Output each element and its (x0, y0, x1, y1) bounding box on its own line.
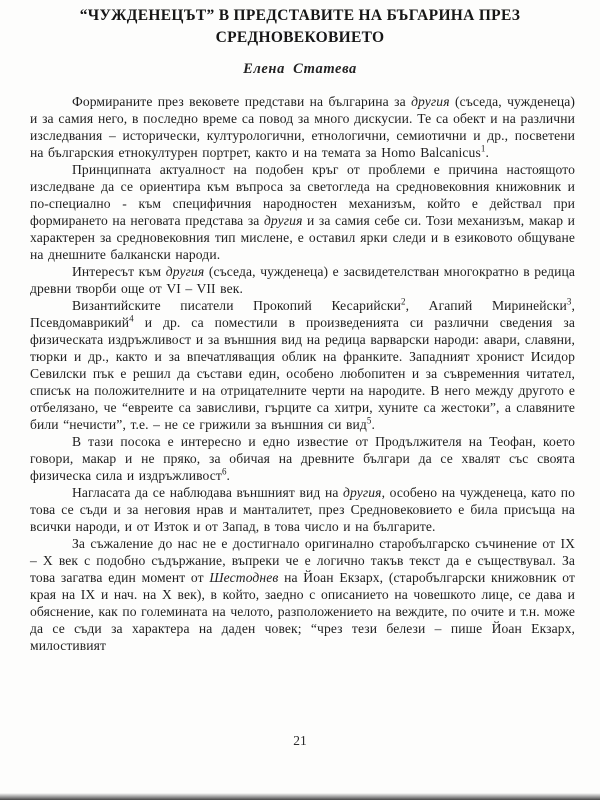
text-run: , особено на чужденеца, като по това се съди и за неговия нрав и манталитет, през Средновековието е била присъща на всички народи, и от Изток и от Запад, в това число и на българите. (30, 485, 575, 535)
paragraph (30, 484, 575, 535)
text-run: , Агапий Миринейски (405, 298, 567, 314)
page-title: “ЧУЖДЕНЕЦЪТ” В ПРЕДСТАВИТЕ НА БЪГАРИНА ПРЕЗ СРЕДНОВЕКОВИЕТО (79, 7, 521, 46)
article-body (30, 93, 575, 654)
text-run: Византийските писатели Прокопий Кесарийски (72, 298, 401, 314)
text-run: В тази посока е интересно и едно известие от Продължителя на Теофан, което говори, макар и не пряко, за обичая на древните българи да се хвалят със своята физическа сила и издръжливост (30, 434, 575, 484)
emphasized-term: другия (411, 94, 450, 110)
paragraph (30, 297, 575, 433)
page-number: 21 (293, 733, 307, 748)
author-name: Елена Статева (243, 61, 357, 78)
text-run: (съседа, чужденеца) е засвидетелстван многократно в редица древни творби още от VI – VII век. (30, 264, 576, 297)
paragraph (30, 93, 575, 161)
text-run: и за самия себе си. Този механизъм, макар и характерен за средновековния тип мислене, е оставил ярки следи и в езиковото общуване на днешните балкански народи. (30, 213, 575, 263)
paragraph (30, 535, 575, 654)
emphasized-term: другия (263, 213, 303, 229)
footnote-marker: 6 (221, 466, 227, 477)
paragraph (30, 263, 575, 297)
text-run: . (371, 417, 375, 433)
text-run: . (485, 145, 489, 161)
footnote-marker: 5 (366, 415, 372, 426)
text-run: Нагласата да се наблюдава външният вид на (72, 485, 344, 501)
text-run: , Псевдомаврикий (30, 298, 575, 331)
text-run: (съседа, чужденеца) и за самия него, в последно време са повод за много дискусии. Те са обект и на различни изследвания – исторически, културологични, етнологични, семиотични и др., посветени на българския етнокултурен портрет, както и на темата за Homo Balcanicus (30, 94, 576, 161)
footnote-marker: 2 (400, 296, 406, 307)
text-run: За съжаление до нас не е достигнало оригинално старобългарско съчинение от IX – X век с подобно съдържание, въпреки че е логично такъв текст да е съществувал. За това загатва един момент от (30, 536, 575, 586)
text-run: и др. са поместили в произведенията си различни сведения за физическата издръжливост и за външния вид на редица варварски народи: авари, славяни, тюрки и др., както и за впечатляващия облик на франките. Западният хронист Исидор Севилски пък е решил да състави един, особено любопитен и за съвременния читател, списък на положителните и на отрицателните черти на народите. В него между другото е отбелязано, че “евреите са зависливи, гърците са хитри, хуните са жестоки”, а славяните били “нечисти”, т.е. – не се грижили за външния си вид (30, 315, 575, 433)
paragraph (30, 161, 575, 263)
paragraph (30, 433, 575, 484)
footnote-marker: 4 (129, 313, 134, 324)
scan-edge-shadow (0, 793, 600, 800)
emphasized-term: другия (343, 485, 382, 501)
text-run: Принципната актуалност на подобен кръг от проблеми е причина настоящото изследване да се ориентира към въпроса за светогледа на средновековния книжовник и по-специално - към специфичния народностен механизъм, който е действал при формирането на неговата представа за (30, 162, 575, 229)
text-run: на Йоан Екзарх, (старобългарски книжовник от края на IX и нач. на X век), в който, заедно с описанието на човешкото лице, се дава и обяснение, как по големината на челото, разположението на веждите, по очите и т.н. може да се съди за характера на даден човек; “чрез тези белези – пише Йоан Екзарх, милостивият (30, 570, 575, 654)
footnote-marker: 3 (566, 296, 572, 307)
emphasized-term: другия (165, 264, 205, 280)
text-run: Формираните през вековете представи на българина за (72, 94, 412, 110)
footnote-marker: 1 (480, 143, 486, 154)
text-run: Интересът към (72, 264, 166, 280)
text-run: . (226, 468, 231, 484)
emphasized-term: Шестоднев (209, 570, 279, 586)
